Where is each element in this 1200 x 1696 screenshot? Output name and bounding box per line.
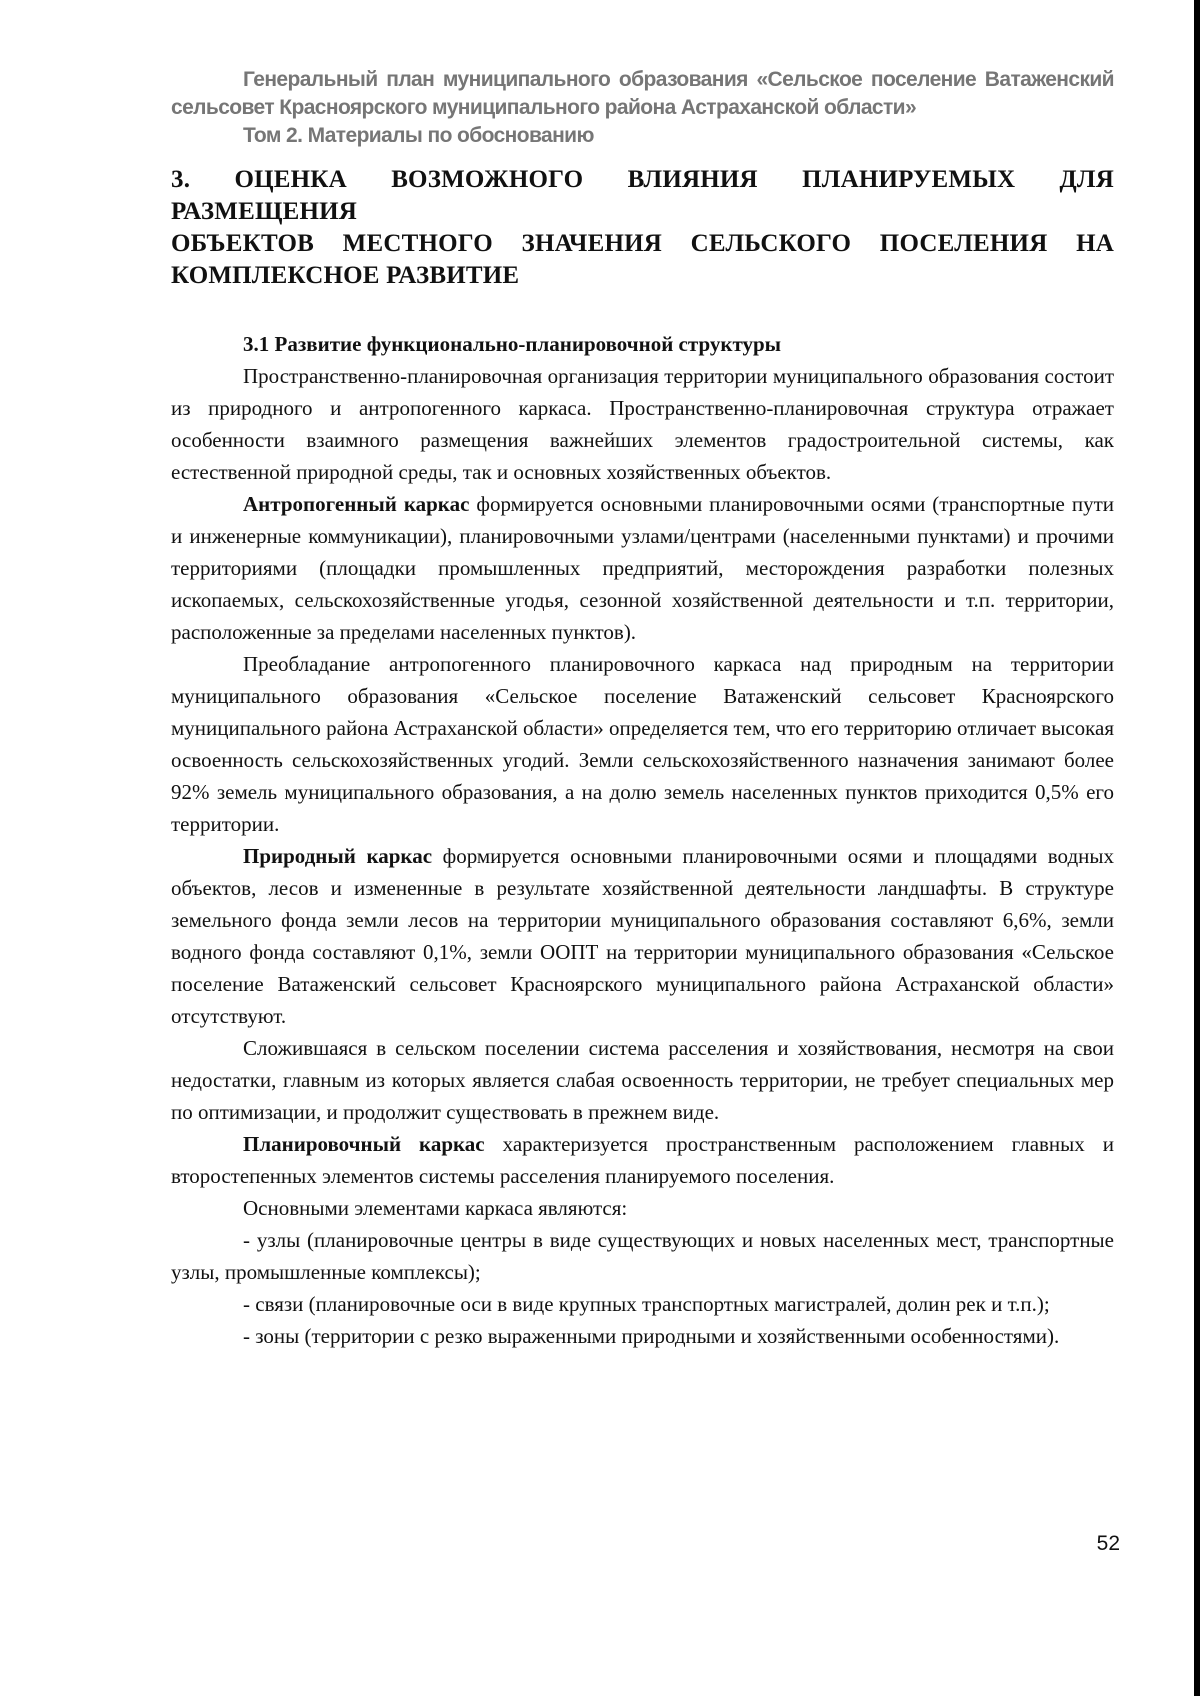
- term-anthropogenic-frame: Антропогенный каркас: [243, 492, 470, 516]
- running-header: [171, 66, 1114, 150]
- body-text: [171, 360, 1114, 1352]
- term-planning-frame: Планировочный каркас: [243, 1132, 485, 1156]
- running-header-line-1: Генеральный план муниципального образования «Сельское поселение Ватаженский: [243, 68, 1114, 91]
- chapter-title-line-2: ОБЪЕКТОВ МЕСТНОГО ЗНАЧЕНИЯ СЕЛЬСКОГО ПОСЕЛЕНИЯ НА: [171, 230, 1114, 257]
- paragraph-spatial-organization: Пространственно-планировочная организация территории муниципального образования состоит из природного и антропогенного каркаса. Пространственно-планировочная структура отражает особенности взаимного размещения важнейших элементов градостроительной системы, как естественной природной среды, так и основных хозяйственных объектов.: [171, 364, 1114, 484]
- running-header-volume: Том 2. Материалы по обоснованию: [243, 124, 594, 147]
- paragraph-natural-frame: [171, 840, 1114, 1032]
- list-item-nodes: - узлы (планировочные центры в виде существующих и новых населенных мест, транспортные узлы, промышленные комплексы);: [171, 1228, 1114, 1284]
- page-number: 52: [1096, 1532, 1120, 1555]
- term-natural-frame: Природный каркас: [243, 844, 433, 868]
- chapter-title-line-3: КОМПЛЕКСНОЕ РАЗВИТИЕ: [171, 262, 520, 289]
- paragraph-anthropogenic-frame-text: формируется основными планировочными осями (транспортные пути и инженерные коммуникации), планировочными узлами/центрами (населенными пунктами) и прочими территориями (площадки промышленных предприятий, месторождения разработки полезных ископаемых, сельскохозяйственные угодья, сезонной хозяйственной деятельности и т.п. территории, расположенные за пределами населенных пунктов).: [171, 492, 1114, 644]
- list-item-links: - связи (планировочные оси в виде крупных транспортных магистралей, долин рек и т.п.);: [243, 1292, 1050, 1316]
- chapter-title: [171, 164, 1114, 292]
- list-item-zones: - зоны (территории с резко выраженными природными и хозяйственными особенностями).: [243, 1324, 1060, 1348]
- section-title: 3.1 Развитие функционально-планировочной структуры: [243, 332, 782, 356]
- running-header-line-2: сельсовет Красноярского муниципального района Астраханской области»: [171, 96, 917, 119]
- paragraph-natural-frame-text: формируется основными планировочными осями и площадями водных объектов, лесов и измененные в результате хозяйственной деятельности ландшафты. В структуре земельного фонда земли лесов на территории муниципального образования составляют 6,6%, земли водного фонда составляют 0,1%, земли ООПТ на территории муниципального образования «Сельское поселение Ватаженский сельсовет Красноярского муниципального района Астраханской области» отсутствуют.: [171, 844, 1114, 1028]
- paragraph-planning-frame: [171, 1128, 1114, 1192]
- chapter-title-line-1: 3. ОЦЕНКА ВОЗМОЖНОГО ВЛИЯНИЯ ПЛАНИРУЕМЫХ ДЛЯ РАЗМЕЩЕНИЯ: [171, 166, 1114, 225]
- paragraph-frame-elements-intro: Основными элементами каркаса являются:: [243, 1196, 628, 1220]
- paragraph-settlement-system: Сложившаяся в сельском поселении система расселения и хозяйствования, несмотря на свои недостатки, главным из которых является слабая освоенность территории, не требует специальных мер по оптимизации, и продолжит существовать в прежнем виде.: [171, 1036, 1114, 1124]
- paragraph-anthropogenic-frame: [171, 488, 1114, 648]
- page-edge-border: [1194, 0, 1200, 1696]
- paragraph-planning-frame-text: характеризуется пространственным расположением главных и второстепенных элементов системы расселения планируемого поселения.: [171, 1132, 1114, 1188]
- page-content: [171, 66, 1114, 1352]
- paragraph-predominance: Преобладание антропогенного планировочного каркаса над природным на территории муниципального образования «Сельское поселение Ватаженский сельсовет Красноярского муниципального района Астраханской области» определяется тем, что его территорию отличает высокая освоенность сельскохозяйственных угодий. Земли сельскохозяйственного назначения занимают более 92% земель муниципального образования, а на долю земель населенных пунктов приходится 0,5% его территории.: [171, 652, 1114, 836]
